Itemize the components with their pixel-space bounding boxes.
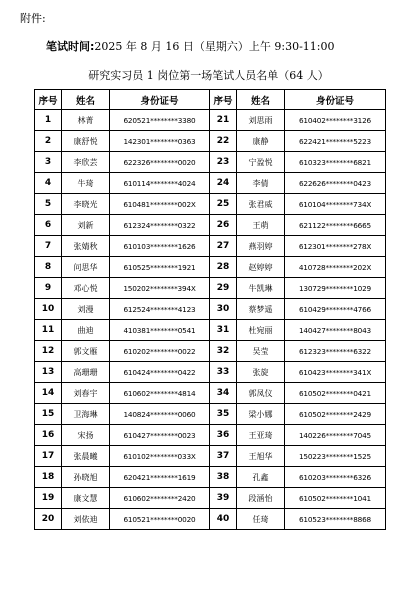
exam-time-value: 2025 年 8 月 16 日（星期六）上午 9:30-11:00 — [94, 40, 335, 53]
candidate-name: 问思华 — [62, 257, 110, 278]
id-number: 610523********8868 — [285, 509, 386, 530]
candidate-name: 刘春宇 — [62, 383, 110, 404]
candidate-name: 李晓光 — [62, 194, 110, 215]
table-row — [35, 257, 386, 278]
id-number: 610102********033X — [110, 446, 210, 467]
id-number: 610481********002X — [110, 194, 210, 215]
candidate-name: 曲迪 — [62, 320, 110, 341]
candidate-name: 杜宛丽 — [237, 320, 285, 341]
id-number: 410381********0541 — [110, 320, 210, 341]
row-number: 35 — [210, 404, 237, 425]
id-number: 610602********4814 — [110, 383, 210, 404]
row-number: 2 — [35, 131, 62, 152]
candidate-name: 刘思雨 — [237, 110, 285, 131]
candidate-name: 康静 — [237, 131, 285, 152]
row-number: 6 — [35, 215, 62, 236]
candidate-name: 李欣芸 — [62, 152, 110, 173]
candidate-name: 刘新 — [62, 215, 110, 236]
id-number: 130729********1029 — [285, 278, 386, 299]
candidate-name: 康舒悦 — [62, 131, 110, 152]
id-number: 612301********278X — [285, 236, 386, 257]
table-row — [35, 215, 386, 236]
id-number: 142301********0363 — [110, 131, 210, 152]
row-number: 24 — [210, 173, 237, 194]
id-number: 610323********6821 — [285, 152, 386, 173]
row-number: 40 — [210, 509, 237, 530]
id-number: 140824********0060 — [110, 404, 210, 425]
row-number: 12 — [35, 341, 62, 362]
candidate-name: 燕羽婷 — [237, 236, 285, 257]
row-number: 16 — [35, 425, 62, 446]
id-number: 140226********7045 — [285, 425, 386, 446]
candidate-name: 牛凯琳 — [237, 278, 285, 299]
table-row — [35, 425, 386, 446]
row-number: 11 — [35, 320, 62, 341]
id-number: 612524********4123 — [110, 299, 210, 320]
id-number: 610402********3126 — [285, 110, 386, 131]
row-number: 20 — [35, 509, 62, 530]
candidate-name: 刘依迪 — [62, 509, 110, 530]
row-number: 25 — [210, 194, 237, 215]
row-number: 32 — [210, 341, 237, 362]
id-number: 612323********6322 — [285, 341, 386, 362]
row-number: 19 — [35, 488, 62, 509]
row-number: 7 — [35, 236, 62, 257]
row-number: 4 — [35, 173, 62, 194]
table-row — [35, 194, 386, 215]
candidate-name: 张君威 — [237, 194, 285, 215]
table-row — [35, 362, 386, 383]
row-number: 28 — [210, 257, 237, 278]
row-number: 1 — [35, 110, 62, 131]
row-number: 33 — [210, 362, 237, 383]
candidate-name: 郭凤仪 — [237, 383, 285, 404]
row-number: 10 — [35, 299, 62, 320]
candidate-name: 段涵怡 — [237, 488, 285, 509]
row-number: 9 — [35, 278, 62, 299]
table-row — [35, 509, 386, 530]
row-number: 36 — [210, 425, 237, 446]
row-number: 38 — [210, 467, 237, 488]
candidate-name: 张旋 — [237, 362, 285, 383]
row-number: 27 — [210, 236, 237, 257]
candidate-name: 郭文雁 — [62, 341, 110, 362]
candidate-name: 吴莹 — [237, 341, 285, 362]
id-number: 610114********4024 — [110, 173, 210, 194]
id-number: 610521********0020 — [110, 509, 210, 530]
candidate-name: 孔鑫 — [237, 467, 285, 488]
candidate-name: 李倩 — [237, 173, 285, 194]
row-number: 5 — [35, 194, 62, 215]
table-row — [35, 446, 386, 467]
id-number: 610423********341X — [285, 362, 386, 383]
id-number: 610502********2429 — [285, 404, 386, 425]
table-row — [35, 236, 386, 257]
row-number: 23 — [210, 152, 237, 173]
table-row — [35, 467, 386, 488]
id-number: 610424********0422 — [110, 362, 210, 383]
id-number: 150202********394X — [110, 278, 210, 299]
candidate-name: 孙晓旭 — [62, 467, 110, 488]
candidate-name: 任琦 — [237, 509, 285, 530]
id-number: 610602********2420 — [110, 488, 210, 509]
column-header: 序号 — [35, 90, 62, 110]
table-row — [35, 131, 386, 152]
candidate-name: 张晨曦 — [62, 446, 110, 467]
column-header: 身份证号 — [285, 90, 386, 110]
row-number: 13 — [35, 362, 62, 383]
table-row — [35, 488, 386, 509]
row-number: 31 — [210, 320, 237, 341]
id-number: 610203********6326 — [285, 467, 386, 488]
column-header: 序号 — [210, 90, 237, 110]
table-row — [35, 320, 386, 341]
id-number: 622626********0423 — [285, 173, 386, 194]
candidate-name: 张婧秋 — [62, 236, 110, 257]
candidate-name: 宋扬 — [62, 425, 110, 446]
table-row — [35, 278, 386, 299]
column-header: 姓名 — [237, 90, 285, 110]
exam-time-label: 笔试时间: — [46, 40, 95, 53]
candidate-name: 王萌 — [237, 215, 285, 236]
table-row — [35, 152, 386, 173]
candidate-name: 林菁 — [62, 110, 110, 131]
id-number: 622326********0020 — [110, 152, 210, 173]
row-number: 30 — [210, 299, 237, 320]
id-number: 621122********6665 — [285, 215, 386, 236]
candidate-name: 牛琦 — [62, 173, 110, 194]
candidate-table — [34, 89, 386, 530]
id-number: 610502********0421 — [285, 383, 386, 404]
row-number: 37 — [210, 446, 237, 467]
table-row — [35, 110, 386, 131]
id-number: 610502********1041 — [285, 488, 386, 509]
candidate-name: 王旭华 — [237, 446, 285, 467]
id-number: 140427********8043 — [285, 320, 386, 341]
row-number: 21 — [210, 110, 237, 131]
table-row — [35, 173, 386, 194]
table-row — [35, 341, 386, 362]
id-number: 610427********0023 — [110, 425, 210, 446]
id-number: 410728********202X — [285, 257, 386, 278]
row-number: 18 — [35, 467, 62, 488]
candidate-name: 刘漫 — [62, 299, 110, 320]
id-number: 610202********0022 — [110, 341, 210, 362]
candidate-name: 康文慧 — [62, 488, 110, 509]
row-number: 39 — [210, 488, 237, 509]
candidate-name: 卫海琳 — [62, 404, 110, 425]
candidate-name: 宁盈悦 — [237, 152, 285, 173]
table-body — [35, 110, 386, 530]
id-number: 150223********1525 — [285, 446, 386, 467]
id-number: 620421********1619 — [110, 467, 210, 488]
column-header: 身份证号 — [110, 90, 210, 110]
row-number: 8 — [35, 257, 62, 278]
row-number: 15 — [35, 404, 62, 425]
row-number: 14 — [35, 383, 62, 404]
table-row — [35, 404, 386, 425]
row-number: 29 — [210, 278, 237, 299]
id-number: 620521********3380 — [110, 110, 210, 131]
row-number: 34 — [210, 383, 237, 404]
row-number: 3 — [35, 152, 62, 173]
candidate-name: 高珊珊 — [62, 362, 110, 383]
id-number: 610429********4766 — [285, 299, 386, 320]
id-number: 612324********0322 — [110, 215, 210, 236]
candidate-name: 邓心悦 — [62, 278, 110, 299]
candidate-name: 王亚琦 — [237, 425, 285, 446]
candidate-name: 蔡梦遥 — [237, 299, 285, 320]
candidate-name: 赵婷婷 — [237, 257, 285, 278]
column-header: 姓名 — [62, 90, 110, 110]
attachment-label: 附件: — [20, 12, 46, 25]
exam-time — [46, 38, 335, 54]
id-number: 610525********1921 — [110, 257, 210, 278]
table-row — [35, 383, 386, 404]
table-row — [35, 299, 386, 320]
row-number: 22 — [210, 131, 237, 152]
id-number: 622421********5223 — [285, 131, 386, 152]
table-header-row — [35, 90, 386, 110]
candidate-name: 梁小娜 — [237, 404, 285, 425]
id-number: 610104********734X — [285, 194, 386, 215]
document-title: 研究实习员 1 岗位第一场笔试人员名单（64 人） — [88, 69, 329, 82]
row-number: 17 — [35, 446, 62, 467]
row-number: 26 — [210, 215, 237, 236]
id-number: 610103********1626 — [110, 236, 210, 257]
